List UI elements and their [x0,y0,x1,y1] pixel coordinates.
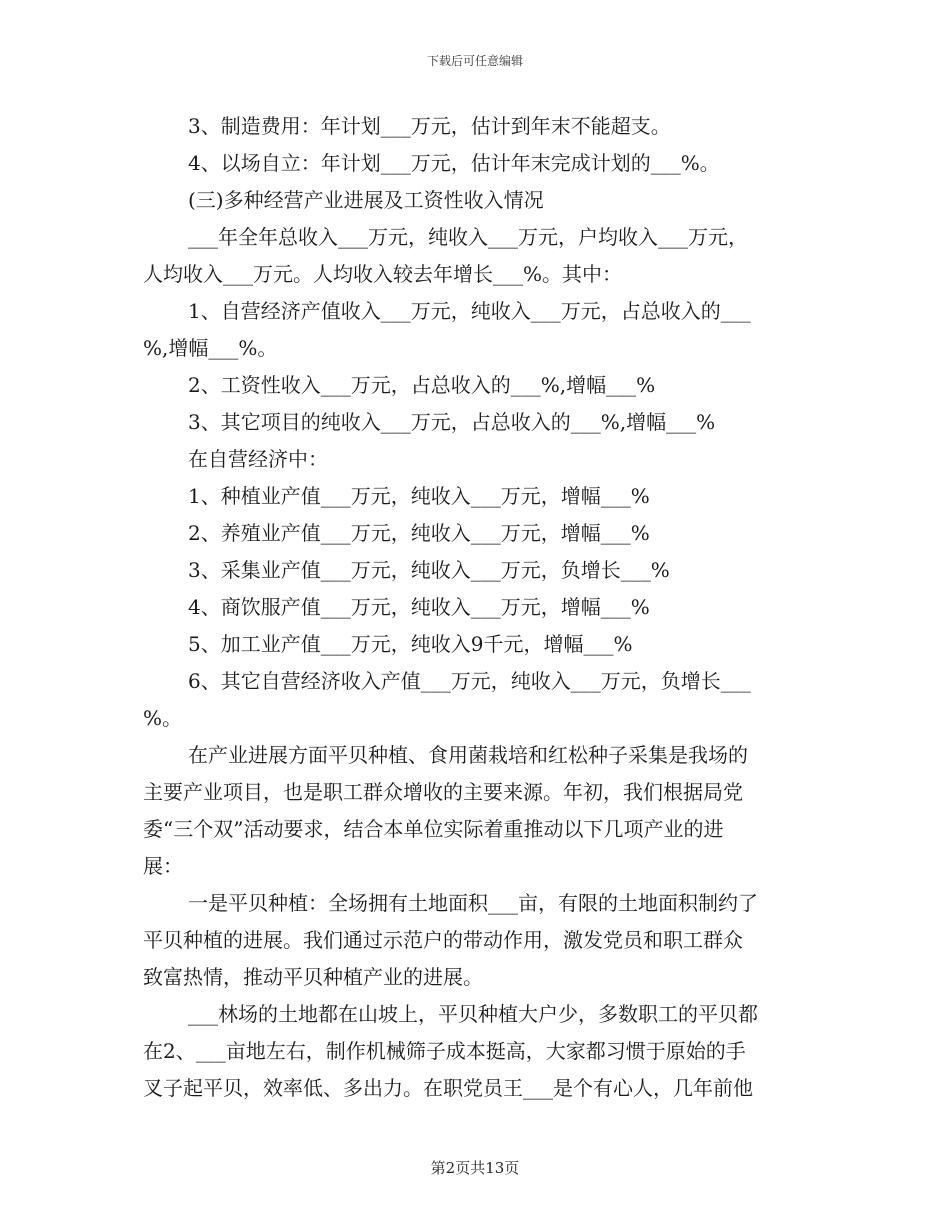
text-line: 4、商饮服产值___万元，纯收入___万元，增幅___% [188,595,650,619]
text-line: 人均收入___万元。人均收入较去年增长___%。其中： [143,262,623,286]
text-line: 3、制造费用：年计划___万元，估计到年末不能超支。 [188,114,671,138]
text-line: 2、工资性收入___万元，占总收入的___%,增幅___% [188,373,656,397]
text-line: 展： [143,854,183,878]
text-line: 在产业进展方面平贝种植、食用菌栽培和红松种子采集是我场的 [188,743,748,767]
text-line: 主要产业项目，也是职工群众增收的主要来源。年初，我们根据局党 [143,780,743,804]
page-number: 第2页共13页 [430,1159,520,1177]
text-line: 6、其它自营经济收入产值___万元，纯收入___万元，负增长___ [188,669,751,693]
text-line: %。 [143,706,183,730]
text-line: 3、采集业产值___万元，纯收入___万元，负增长___% [188,558,670,582]
text-line: 4、以场自立：年计划___万元，估计年末完成计划的___%。 [188,151,720,175]
text-line: 2、养殖业产值___万元，纯收入___万元，增幅___% [188,521,650,545]
text-line: (三)多种经营产业进展及工资性收入情况 [188,188,544,212]
text-line: ___林场的土地都在山坡上，平贝种植大户少，多数职工的平贝都 [188,1002,758,1026]
text-line: 3、其它项目的纯收入___万元，占总收入的___%,增幅___% [188,410,716,434]
text-line: 5、加工业产值___万元，纯收入9千元，增幅___% [188,632,633,656]
text-line: ___年全年总收入___万元，纯收入___万元，户均收入___万元， [188,225,748,249]
text-line: 致富热情，推动平贝种植产业的进展。 [143,965,483,989]
document-body [143,108,803,1107]
text-line: 1、自营经济产值收入___万元，纯收入___万元，占总收入的___ [188,299,751,323]
page-header: 下载后可任意编辑 [426,54,523,68]
text-line: 一是平贝种植：全场拥有土地面积___亩，有限的土地面积制约了 [188,891,758,915]
text-line: 1、种植业产值___万元，纯收入___万元，增幅___% [188,484,650,508]
text-line: 平贝种植的进展。我们通过示范户的带动作用，激发党员和职工群众 [143,928,743,952]
text-line: 叉子起平贝，效率低、多出力。在职党员王___是个有心人，几年前他 [143,1076,753,1100]
text-line: 在自营经济中： [188,447,328,471]
text-line: 委“三个双”活动要求，结合本单位实际着重推动以下几项产业的进 [143,817,724,841]
text-line: 在2、___亩地左右，制作机械筛子成本挺高，大家都习惯于原始的手 [143,1039,746,1063]
text-line: %,增幅___%。 [143,336,278,360]
